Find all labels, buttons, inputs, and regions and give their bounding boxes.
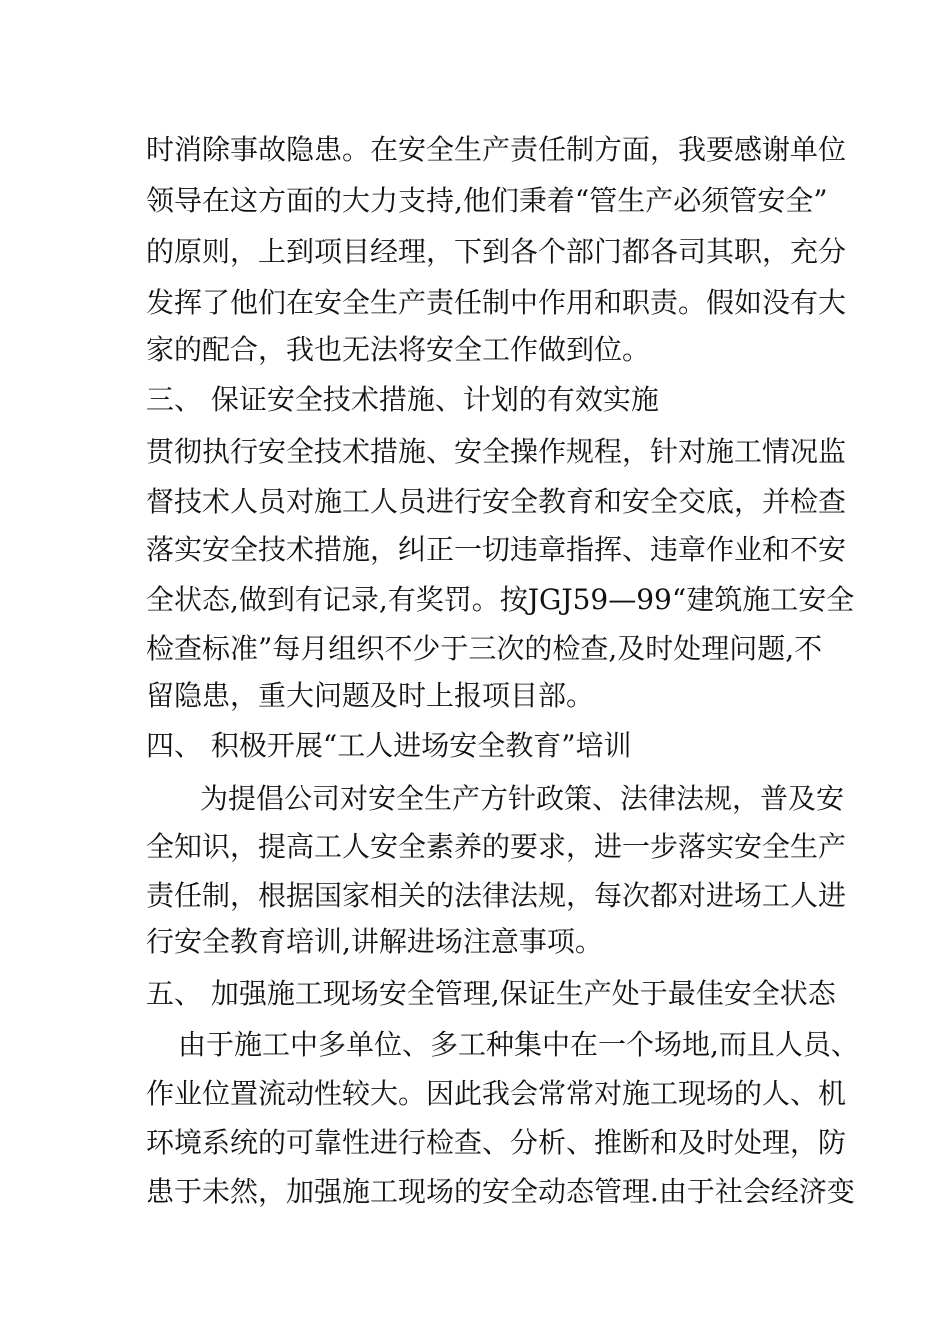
text-line: 全知识，提高工人安全素养的要求，进一步落实安全生产: [146, 830, 847, 863]
text-line: 督技术人员对施工人员进行安全教育和安全交底，并检查: [146, 485, 847, 518]
text-line: 行安全教育培训,讲解进场注意事项。: [146, 925, 603, 958]
text-line: 责任制，根据国家相关的法律法规，每次都对进场工人进: [146, 879, 847, 912]
text-line: 检查标准”每月组织不少于三次的检查,及时处理问题,不: [146, 632, 823, 665]
text-line: 落实安全技术措施，纠正一切违章指挥、违章作业和不安: [146, 533, 847, 566]
text-line: 作业位置流动性较大。因此我会常常对施工现场的人、机: [146, 1077, 847, 1110]
text-line: 的原则，上到项目经理，下到各个部门都各司其职，充分: [146, 235, 847, 268]
section-heading-4: 四、 积极开展“工人进场安全教育”培训: [146, 729, 632, 762]
section-heading-5: 五、 加强施工现场安全管理,保证生产处于最佳安全状态: [146, 977, 836, 1010]
text-line: 发挥了他们在安全生产责任制中作用和职责。假如没有大: [146, 286, 847, 319]
text-line: 为提倡公司对安全生产方针政策、法律法规，普及安: [200, 782, 845, 815]
text-line: 贯彻执行安全技术措施、安全操作规程，针对施工情况监: [146, 435, 847, 468]
text-line: 患于未然，加强施工现场的安全动态管理.由于社会经济变: [146, 1175, 855, 1208]
text-line: 领导在这方面的大力支持,他们秉着“管生产必须管安全”: [146, 184, 828, 217]
text-line: 环境系统的可靠性进行检查、分析、推断和及时处理，防: [146, 1126, 847, 1159]
section-heading-3: 三、 保证安全技术措施、计划的有效实施: [146, 383, 659, 416]
text-line: 由于施工中多单位、多工种集中在一个场地,而且人员、: [178, 1028, 859, 1061]
text-line: 时消除事故隐患。在安全生产责任制方面，我要感谢单位: [146, 133, 847, 166]
text-line: 家的配合，我也无法将安全工作做到位。: [146, 333, 651, 366]
text-line: 全状态,做到有记录,有奖罚。按JGJ59—99“建筑施工安全: [146, 583, 855, 616]
text-line: 留隐患，重大问题及时上报项目部。: [146, 679, 595, 712]
